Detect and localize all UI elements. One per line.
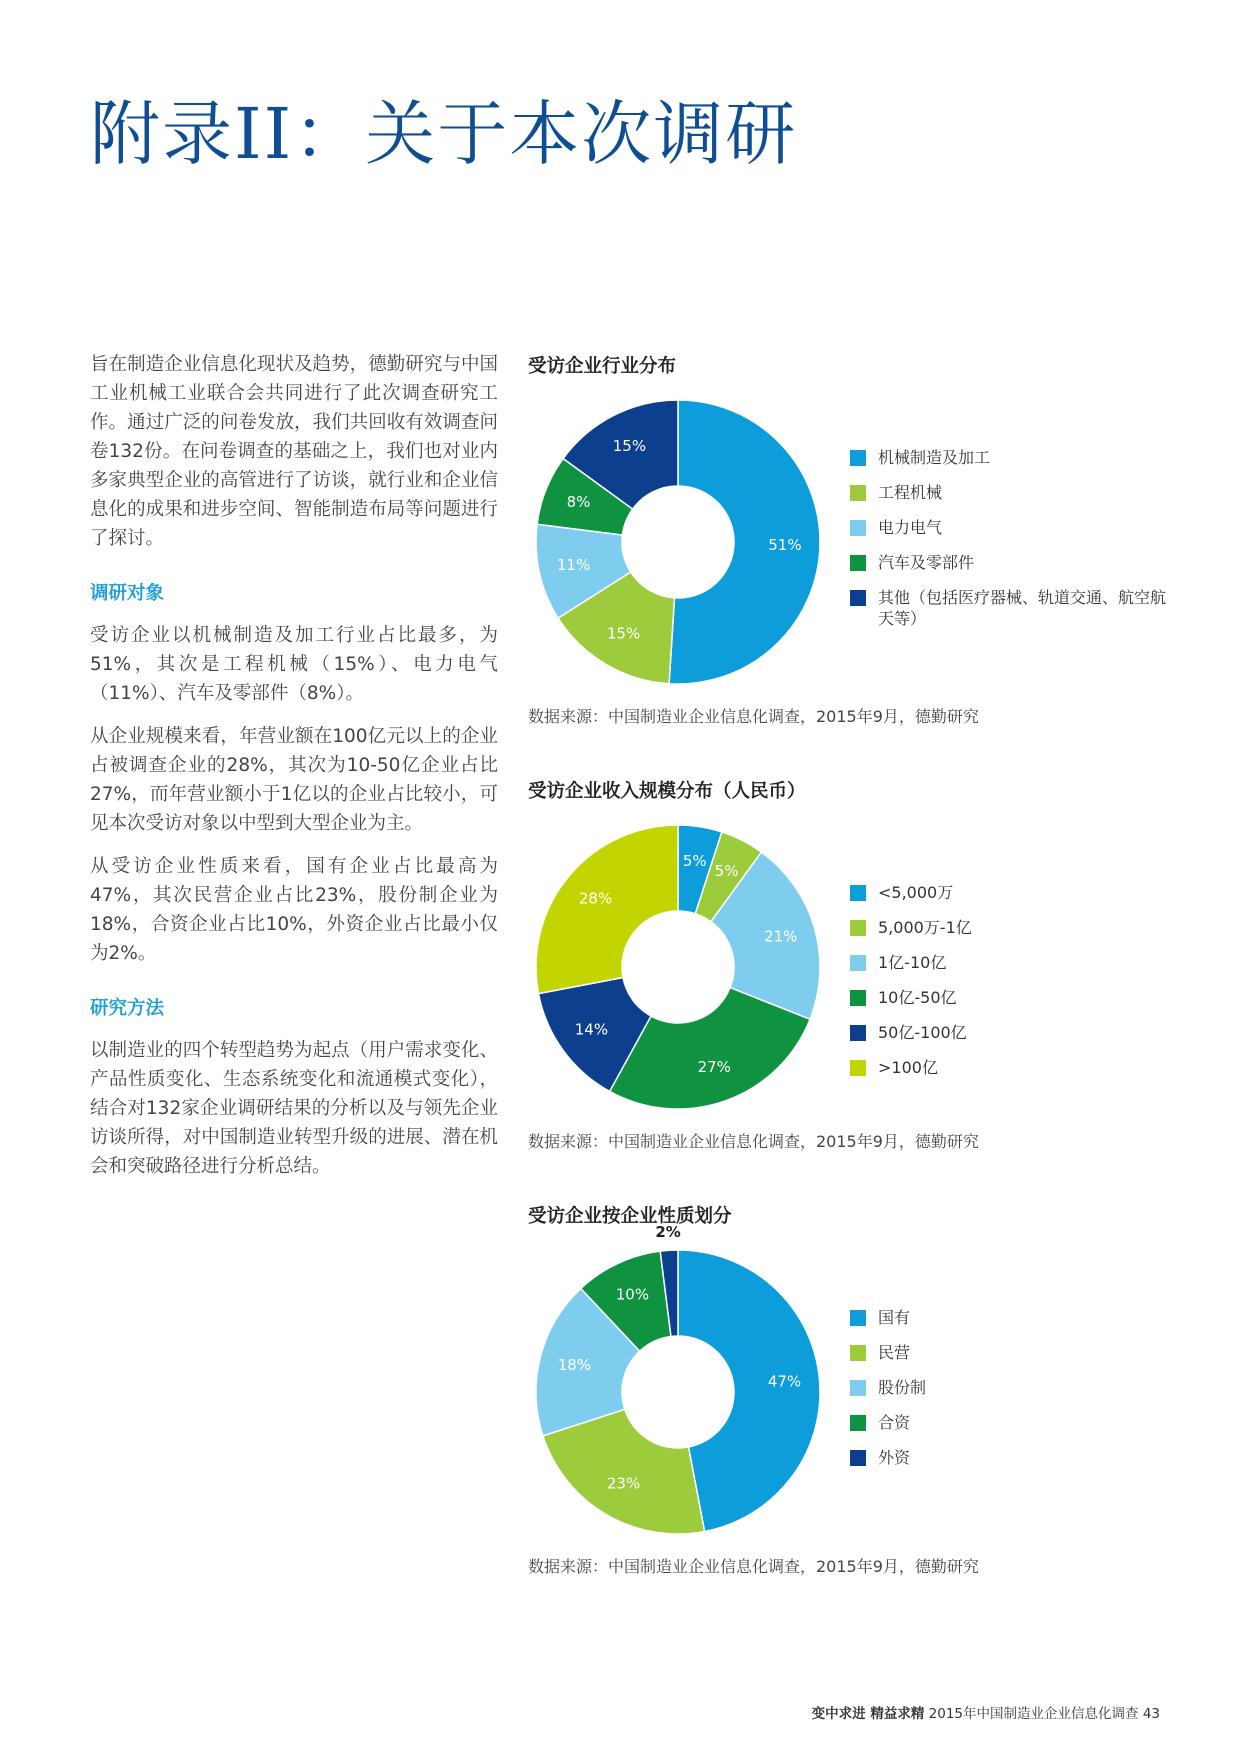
legend-item xyxy=(850,587,1168,629)
donut-chart xyxy=(528,392,828,692)
legend-swatch xyxy=(850,920,866,936)
legend-label: 机械制造及加工 xyxy=(878,448,991,467)
page-title: 附录II：关于本次调研 xyxy=(90,93,798,175)
chart-legend xyxy=(850,882,972,1092)
chart-industry-distribution xyxy=(528,352,1168,726)
intro-paragraph: 旨在制造企业信息化现状及趋势，德勤研究与中国工业机械工业联合会共同进行了此次调查研究工作。通过广泛的问卷发放，我们共回收有效调查问卷132份。在问卷调查的基础之上，我们也对业内多家典型企业的高管进行了访谈，就行业和企业信息化的成果和进步空间、智能制造布局等问题进行了探讨。 xyxy=(90,354,498,549)
legend-label: 汽车及零部件 xyxy=(878,553,975,572)
legend-item xyxy=(850,1447,926,1468)
legend-item xyxy=(850,1342,926,1363)
legend-item xyxy=(850,952,972,973)
slice-value-label: 5% xyxy=(682,851,707,870)
legend-swatch xyxy=(850,1380,866,1396)
slice-value-label: 10% xyxy=(615,1285,650,1304)
section-heading-subjects: 调研对象 xyxy=(90,583,165,604)
data-source: 数据来源：中国制造业企业信息化调查，2015年9月，德勤研究 xyxy=(528,1132,979,1151)
legend-item xyxy=(850,517,1168,538)
slice-value-label: 27% xyxy=(697,1058,731,1077)
slice-value-label: 5% xyxy=(714,862,739,881)
legend-label: 股份制 xyxy=(878,1378,927,1397)
donut-chart xyxy=(528,817,828,1117)
slice-value-label: 11% xyxy=(556,555,591,574)
slice-value-label: 15% xyxy=(612,437,647,456)
legend-label: 电力电气 xyxy=(878,518,943,537)
chart-title: 受访企业收入规模分布（人民币） xyxy=(528,781,806,802)
legend-item xyxy=(850,1022,972,1043)
subjects-paragraph-scale: 从企业规模来看，年营业额在100亿元以上的企业占被调查企业的28%，其次为10-50亿企业占比27%，而年营业额小于1亿以的企业占比较小，可见本次受访对象以中型到大型企业为主。 xyxy=(90,726,498,834)
legend-swatch xyxy=(850,520,866,536)
legend-item xyxy=(850,482,1168,503)
legend-item xyxy=(850,447,1168,468)
footer-report-name: 2015年中国制造业企业信息化调查 xyxy=(928,1706,1139,1722)
legend-label: 外资 xyxy=(878,1448,911,1467)
legend-item xyxy=(850,552,1168,573)
slice-value-label: 23% xyxy=(606,1474,641,1493)
legend-swatch xyxy=(850,555,866,571)
chart-title: 受访企业按企业性质划分 xyxy=(528,1206,732,1227)
legend-item xyxy=(850,917,972,938)
slice-value-label: 28% xyxy=(578,889,613,908)
legend-label: 10亿-50亿 xyxy=(878,988,957,1007)
legend-label: 合资 xyxy=(878,1413,911,1432)
legend-item xyxy=(850,1307,926,1328)
legend-swatch xyxy=(850,1310,866,1326)
legend-swatch xyxy=(850,1415,866,1431)
method-paragraph: 以制造业的四个转型趋势为起点（用户需求变化、产品性质变化、生态系统变化和流通模式变化），结合对132家企业调研结果的分析以及与领先企业访谈所得，对中国制造业转型升级的进展、潜在机会和突破路径进行分析总结。 xyxy=(90,1040,498,1177)
subjects-paragraph-industry: 受访企业以机械制造及加工行业占比最多，为51%，其次是工程机械（15%）、电力电气（11%）、汽车及零部件（8%）。 xyxy=(90,625,498,704)
data-source: 数据来源：中国制造业企业信息化调查，2015年9月，德勤研究 xyxy=(528,1557,979,1576)
legend-swatch xyxy=(850,1450,866,1466)
legend-label: 民营 xyxy=(878,1343,911,1362)
legend-label: 1亿-10亿 xyxy=(878,953,947,972)
slice-value-label: 51% xyxy=(768,535,802,554)
slice-value-label: 8% xyxy=(566,493,591,512)
legend-label: 5,000万-1亿 xyxy=(878,918,972,937)
legend-swatch xyxy=(850,485,866,501)
legend-item xyxy=(850,1377,926,1398)
legend-item xyxy=(850,882,972,903)
legend-label: 工程机械 xyxy=(878,483,943,502)
legend-swatch xyxy=(850,590,866,606)
legend-item xyxy=(850,987,972,1008)
legend-label: <5,000万 xyxy=(878,883,954,902)
legend-item xyxy=(850,1412,926,1433)
donut-slice xyxy=(536,825,678,994)
chart-ownership-distribution xyxy=(528,1202,1168,1576)
legend-label: 其他（包括医疗器械、轨道交通、航空航天等） xyxy=(878,588,1167,628)
slice-value-label: 47% xyxy=(767,1372,802,1391)
legend-swatch xyxy=(850,885,866,901)
legend-swatch xyxy=(850,1060,866,1076)
donut-slice xyxy=(678,1250,820,1531)
legend-swatch xyxy=(850,990,866,1006)
legend-swatch xyxy=(850,955,866,971)
left-text-column xyxy=(90,350,498,1195)
slice-value-label: 21% xyxy=(764,927,798,946)
legend-item xyxy=(850,1057,972,1078)
legend-swatch xyxy=(850,1025,866,1041)
chart-revenue-distribution xyxy=(528,777,1168,1151)
slice-value-label: 18% xyxy=(557,1355,592,1374)
section-heading-method: 研究方法 xyxy=(90,998,165,1019)
slice-value-label: 2% xyxy=(655,1222,681,1241)
slice-value-label: 15% xyxy=(606,624,641,643)
slice-value-label: 14% xyxy=(574,1020,609,1039)
legend-swatch xyxy=(850,1345,866,1361)
footer-tagline: 变中求进 精益求精 xyxy=(811,1706,925,1722)
page-number: 43 xyxy=(1142,1706,1160,1722)
legend-label: 50亿-100亿 xyxy=(878,1023,967,1042)
legend-label: 国有 xyxy=(878,1308,911,1327)
chart-legend xyxy=(850,1307,926,1482)
chart-title: 受访企业行业分布 xyxy=(528,356,677,377)
legend-swatch xyxy=(850,450,866,466)
legend-label: >100亿 xyxy=(878,1058,938,1077)
subjects-paragraph-ownership: 从受访企业性质来看，国有企业占比最高为47%，其次民营企业占比23%，股份制企业为18%，合资企业占比10%，外资企业占比最小仅为2%。 xyxy=(90,856,498,964)
chart-legend xyxy=(850,447,1168,643)
page-footer xyxy=(812,1702,1160,1722)
data-source: 数据来源：中国制造业企业信息化调查，2015年9月，德勤研究 xyxy=(528,707,979,726)
donut-chart xyxy=(528,1222,828,1542)
